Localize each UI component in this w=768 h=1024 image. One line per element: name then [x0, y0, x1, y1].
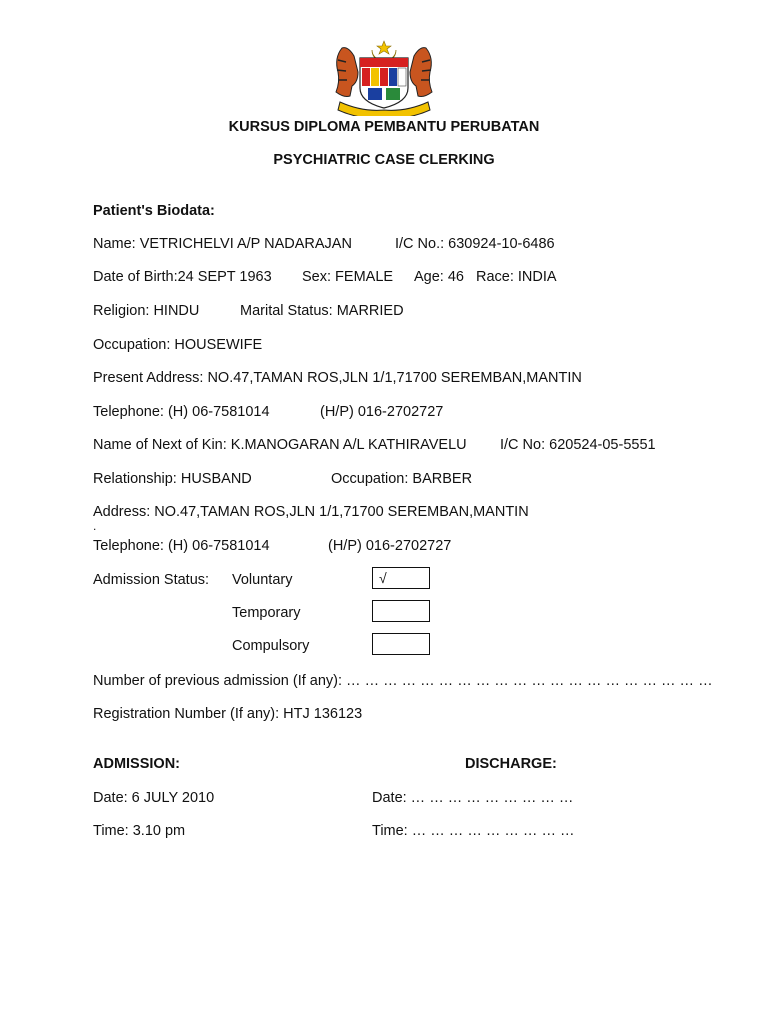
discharge-date: Date: … … … … … … … … …: [372, 790, 574, 806]
patient-age: Age: 46: [414, 269, 464, 285]
patient-marital-status: Marital Status: MARRIED: [240, 303, 404, 319]
patient-telephone-home: Telephone: (H) 06-7581014: [93, 404, 270, 420]
compulsory-checkbox[interactable]: [372, 633, 430, 655]
patient-address: Present Address: NO.47,TAMAN ROS,JLN 1/1,71700 SEREMBAN,MANTIN: [93, 370, 582, 386]
previous-admission-line: Number of previous admission (If any): … … … … … … … … … … … … … … … … … … … …: [93, 673, 713, 689]
coat-of-arms-crest: [328, 40, 440, 116]
admission-date: Date: 6 JULY 2010: [93, 790, 215, 806]
option-voluntary-label: Voluntary: [232, 572, 293, 588]
registration-number: Registration Number (If any): HTJ 136123: [93, 706, 363, 722]
patient-dob: Date of Birth:24 SEPT 1963: [93, 269, 272, 285]
next-of-kin-relationship: Relationship: HUSBAND: [93, 471, 252, 487]
discharge-title: DISCHARGE:: [465, 756, 557, 772]
patient-religion: Religion: HINDU: [93, 303, 200, 319]
patient-name: Name: VETRICHELVI A/P NADARAJAN: [93, 236, 352, 252]
option-compulsory-label: Compulsory: [232, 638, 310, 654]
next-of-kin-ic: I/C No: 620524-05-5551: [500, 437, 656, 453]
admission-title: ADMISSION:: [93, 756, 180, 772]
voluntary-checkbox[interactable]: √: [372, 567, 430, 589]
patient-occupation: Occupation: HOUSEWIFE: [93, 337, 263, 353]
stray-dot: .: [93, 519, 97, 533]
temporary-checkbox[interactable]: [372, 600, 430, 622]
biodata-section-title: Patient's Biodata:: [93, 203, 215, 219]
next-of-kin-address: Address: NO.47,TAMAN ROS,JLN 1/1,71700 SEREMBAN,MANTIN: [93, 504, 529, 520]
admission-time: Time: 3.10 pm: [93, 823, 186, 839]
patient-ic: I/C No.: 630924-10-6486: [395, 236, 555, 252]
patient-telephone-hp: (H/P) 016-2702727: [320, 404, 444, 420]
discharge-time: Time: … … … … … … … … …: [372, 823, 575, 839]
admission-status-label: Admission Status:: [93, 572, 210, 588]
next-of-kin-occupation: Occupation: BARBER: [331, 471, 473, 487]
next-of-kin-name: Name of Next of Kin: K.MANOGARAN A/L KATHIRAVELU: [93, 437, 467, 453]
document-title: PSYCHIATRIC CASE CLERKING: [273, 152, 495, 168]
patient-sex: Sex: FEMALE: [302, 269, 394, 285]
course-title: KURSUS DIPLOMA PEMBANTU PERUBATAN: [228, 119, 540, 135]
next-of-kin-telephone-hp: (H/P) 016-2702727: [328, 538, 452, 554]
next-of-kin-telephone-home: Telephone: (H) 06-7581014: [93, 538, 270, 554]
option-temporary-label: Temporary: [232, 605, 301, 621]
patient-race: Race: INDIA: [476, 269, 557, 285]
